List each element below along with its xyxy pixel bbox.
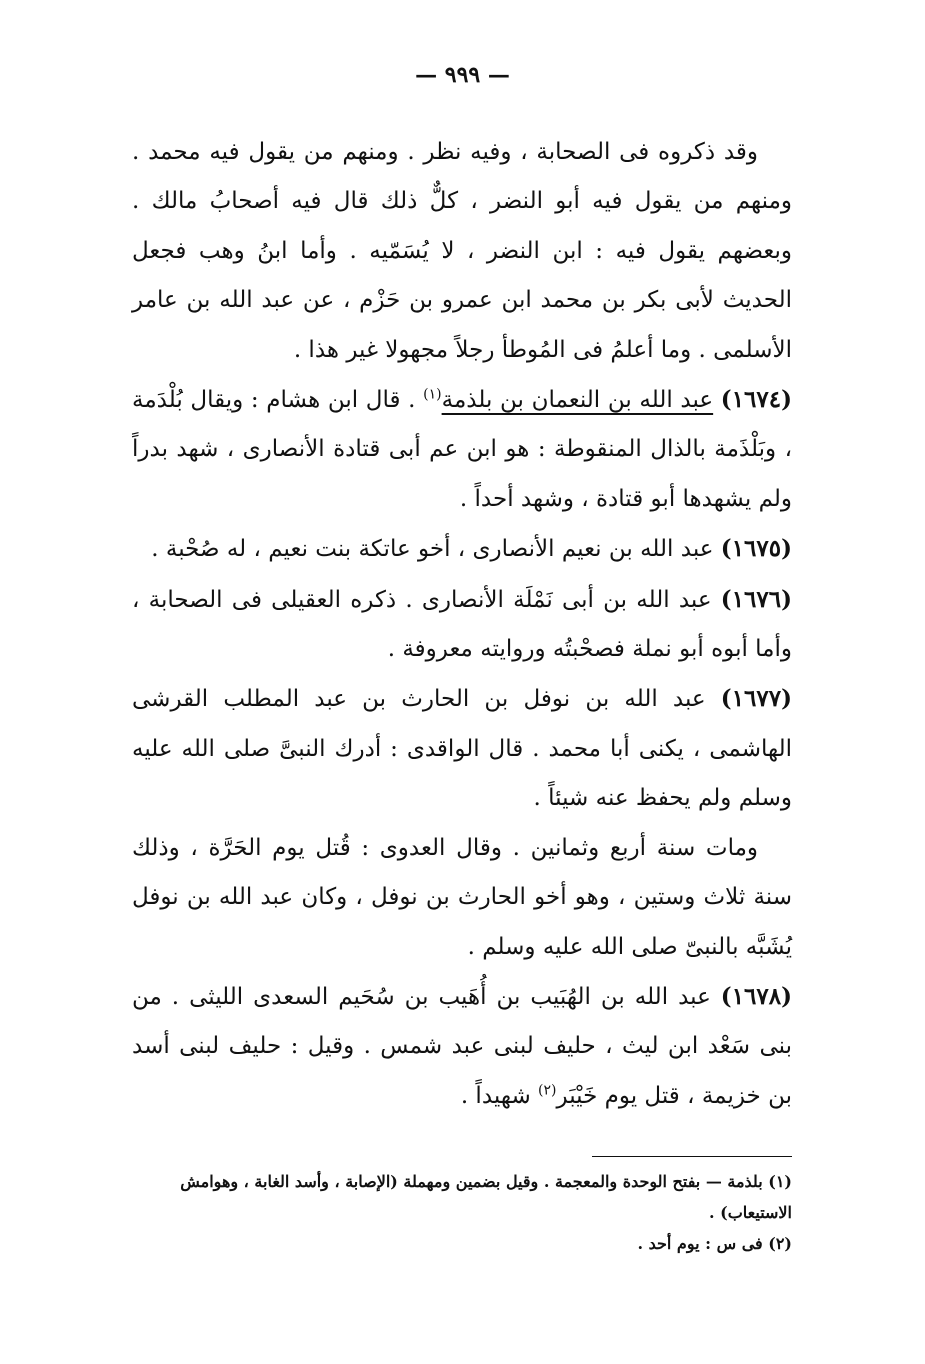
paragraph-continuation [132,824,792,972]
entry-text: عبد الله بن أبى نَمْلَة الأنصارى . ذكره العقيلى فى الصحابة ، وأما أبوه أبو نملة فصحْبتُه وروايته معروفة . [132,586,792,663]
entry-tail: شهيداً . [460,1082,539,1109]
entry-1677 [132,674,792,823]
entry-number: (١٦٧٤) [720,386,792,414]
entry-text: . قال ابن هشام : ويقال بُلْدَمة ، وبَلْذَمة بالذال المنقوطة : هو ابن عم أبى قتادة الأنصارى ، شهد بدراً ولم يشهدها أبو قتادة ، وشهد أحداً . [132,387,792,512]
footnote-reference: (١) [423,386,442,403]
entry-number: (١٦٧٦) [720,585,792,613]
entry-name: عبد الله بن النعمان بن بلذمة [441,387,714,414]
entry-number: (١٦٧٥) [720,535,792,563]
paragraph-text: ومات سنة أربع وثمانين . وقال العدوى : قُتل يوم الحَرَّة ، وذلك سنة ثلاث وستين ، وهو أخو الحارث بن نوفل ، وكان عبد الله بن نوفل يُشَبَّه بالنبىّ صلى الله عليه وسلم . [132,834,792,960]
paragraph-text: وقد ذكروه فى الصحابة ، وفيه نظر . ومنهم من يقول فيه محمد . ومنهم من يقول فيه أبو النضر ، كلٌّ ذلك قال فيه أصحابُ مالك . وبعضهم يقول فيه : ابن النضر ، لا يُسَمّيه . وأما ابنُ وهب فجعل الحديث لأبى بكر بن محمد ابن عمرو بن حَزْم ، عن عبد الله بن عامر الأسلمى . وما أعلمُ فى المُوطأ رجلاً مجهولا غير هذا . [132,139,792,363]
paragraph-intro [132,128,792,375]
entry-text: عبد الله بن نوفل بن الحارث بن عبد المطلب القرشى الهاشمى ، يكنى أبا محمد . قال الواقدى : أدرك النبىَّ صلى الله عليه وسلم ولم يحفظ عنه شيئاً . [132,686,792,812]
footnote-1: (١) بلذمة — بفتح الوحدة والمعجمة . وقيل بضمين ومهملة (الإصابة ، وأسد الغابة ، وهوامش الاستيعاب) . [180,1172,792,1222]
entry-number: (١٦٧٧) [720,685,792,713]
footnote-2: (٢) فى س : يوم أحد . [637,1234,792,1253]
entry-1675 [132,524,792,574]
footnotes [132,1166,792,1259]
footnote-reference: (٢) [538,1082,557,1099]
page-number: — ٩٩٩ — [415,62,510,88]
body-text [132,128,792,1121]
entry-text: عبد الله بن نعيم الأنصارى ، أخو عاتكة بنت نعيم ، له صُحْبة . [151,536,721,563]
footnote-divider [592,1156,792,1157]
entry-text: عبد الله بن الهُبَيب بن أُهَيب بن سُحَيم السعدى الليثى . من بنى سَعْد ابن ليث ، حليف لبنى عبد شمس . وقيل : حليف لبنى أسد بن خزيمة ، قتل يوم خَيْبَر [132,983,792,1109]
entry-number: (١٦٧٨) [720,982,792,1010]
entry-1674 [132,375,792,524]
entry-1676 [132,575,792,675]
entry-1678 [132,972,792,1121]
